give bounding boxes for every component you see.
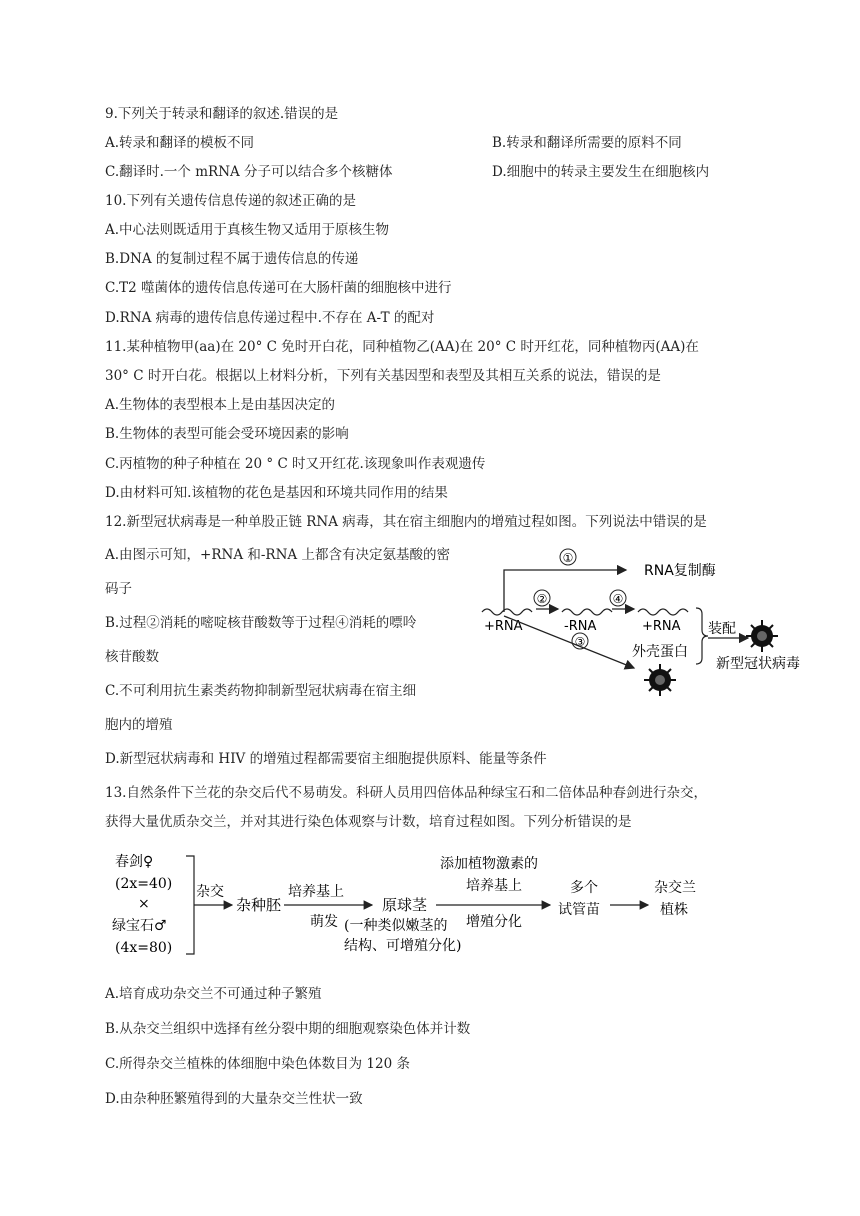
hybrid-plant-line2: 植株: [660, 902, 688, 918]
q11-option-c: C.丙植物的种子种植在 20 ° C 时又开红花.该现象叫作表观遗传: [105, 456, 486, 472]
plus-rna-strand-2: [638, 609, 688, 615]
q13-option-c: C.所得杂交兰植株的体细胞中染色体数目为 120 条: [105, 1056, 410, 1072]
hybrid-embryo: 杂种胚: [236, 896, 282, 914]
rdrp-label: RNA复制酶: [644, 563, 716, 579]
arrow1-bottom-label: 萌发: [310, 914, 338, 930]
q13-stem-line1: 13.自然条件下兰花的杂交后代不易萌发。科研人员用四倍体品种绿宝石和二倍体品种春剑进行杂交，: [105, 785, 707, 801]
q10-stem: 10.下列有关遗传信息传递的叙述正确的是: [105, 193, 356, 209]
cross-sign: ×: [138, 896, 150, 912]
q13-stem-line2: 获得大量优质杂交兰，并对其进行染色体观察与计数，培育过程如图。下列分析错误的是: [105, 814, 632, 830]
q12-option-b-line2: 核苷酸数: [105, 649, 159, 665]
parent2-label: 绿宝石♂: [112, 918, 167, 934]
q10-option-d: D.RNA 病毒的遗传信息传递过程中.不存在 A-T 的配对: [105, 310, 435, 326]
minus-rna-label: -RNA: [564, 619, 597, 634]
q12-option-d: D.新型冠状病毒和 HIV 的增殖过程都需要宿主细胞提供原料、能量等条件: [105, 751, 547, 767]
parent2-chromosomes: (4x=80): [115, 940, 173, 956]
q12-option-a-line2: 码子: [105, 581, 132, 597]
parent1-chromosomes: (2x=40): [115, 876, 173, 892]
q10-option-b: B.DNA 的复制过程不属于遗传信息的传递: [105, 251, 359, 267]
arrow2-top-label-2: 培养基上: [466, 878, 522, 894]
step4-label: ④: [612, 592, 624, 606]
cross-bracket: [186, 856, 194, 954]
protocorm-note-2: 结构、可增殖分化): [344, 938, 462, 954]
parent1-label: 春剑♀: [115, 854, 154, 870]
q10-option-c: C.T2 噬菌体的遗传信息传递可在大肠杆菌的细胞核中进行: [105, 280, 452, 296]
virus-replication-diagram: [476, 540, 816, 705]
q13-option-a: A.培育成功杂交兰不可通过种子繁殖: [105, 986, 322, 1002]
q9-option-d: D.细胞中的转录主要发生在细胞核内: [492, 164, 710, 180]
q9-option-a: A.转录和翻译的模板不同: [105, 135, 255, 151]
q9-stem: 9.下列关于转录和翻译的叙述.错误的是: [105, 106, 339, 122]
q11-stem-line1: 11.某种植物甲(aa)在 20° C 免时开白花，同种植物乙(AA)在 20° C 时开红花，同种植物丙(AA)在: [105, 339, 699, 355]
seedlings-line2: 试管苗: [558, 902, 600, 918]
step3-label: ③: [574, 635, 586, 649]
q12-option-b-line1: B.过程②消耗的嘧啶核苷酸数等于过程④消耗的嘌呤: [105, 615, 417, 631]
arrow2-bottom-label: 增殖分化: [466, 914, 522, 930]
step1-label: ①: [562, 551, 574, 565]
q12-option-a-line1: A.由图示可知，+RNA 和-RNA 上都含有决定氨基酸的密: [105, 547, 450, 563]
plus-rna-strand-1: [482, 609, 532, 615]
seedlings-line1: 多个: [570, 880, 598, 896]
step2-label: ②: [536, 592, 548, 606]
assembly-bracket: [696, 608, 708, 664]
cross-label: 杂交: [196, 884, 224, 900]
new-virus-icon: [746, 620, 778, 652]
capsid-label: 外壳蛋白: [632, 644, 688, 660]
q9-option-b: B.转录和翻译所需要的原料不同: [492, 135, 682, 151]
orchid-breeding-flowchart: [110, 848, 720, 963]
plus-rna-label-2: +RNA: [642, 619, 681, 634]
protocorm-note-1: (一种类似嫩茎的: [344, 918, 448, 934]
q11-option-b: B.生物体的表型可能会受环境因素的影响: [105, 426, 349, 442]
plus-rna-label-1: +RNA: [484, 619, 523, 634]
q9-option-c: C.翻译时.一个 mRNA 分子可以结合多个核糖体: [105, 164, 393, 180]
arrow-step1: [504, 570, 626, 612]
q13-option-d: D.由杂种胚繁殖得到的大量杂交兰性状一致: [105, 1091, 363, 1107]
arrow2-top-label-1: 添加植物激素的: [440, 856, 538, 872]
q11-option-a: A.生物体的表型根本上是由基因决定的: [105, 397, 336, 413]
q11-option-d: D.由材料可知.该植物的花色是基因和环境共同作用的结果: [105, 485, 448, 501]
assemble-label: 装配: [708, 621, 736, 637]
minus-rna-strand: [562, 609, 612, 615]
virus-icon: [644, 664, 676, 696]
q12-option-c-line1: C.不可利用抗生素类药物抑制新型冠状病毒在宿主细: [105, 683, 417, 699]
hybrid-plant-line1: 杂交兰: [654, 880, 696, 896]
new-virus-label: 新型冠状病毒: [716, 656, 800, 672]
q10-option-a: A.中心法则既适用于真核生物又适用于原核生物: [105, 222, 390, 238]
q12-stem: 12.新型冠状病毒是一种单股正链 RNA 病毒，其在宿主细胞内的增殖过程如图。下列说法中错误的是: [105, 514, 707, 530]
arrow1-top-label: 培养基上: [288, 884, 344, 900]
q12-option-c-line2: 胞内的增殖: [105, 717, 173, 733]
q13-option-b: B.从杂交兰组织中选择有丝分裂中期的细胞观察染色体并计数: [105, 1021, 471, 1037]
protocorm: 原球茎: [382, 896, 428, 914]
q11-stem-line2: 30° C 时开白花。根据以上材料分析，下列有关基因型和表型及其相互关系的说法，错误的是: [105, 368, 661, 384]
